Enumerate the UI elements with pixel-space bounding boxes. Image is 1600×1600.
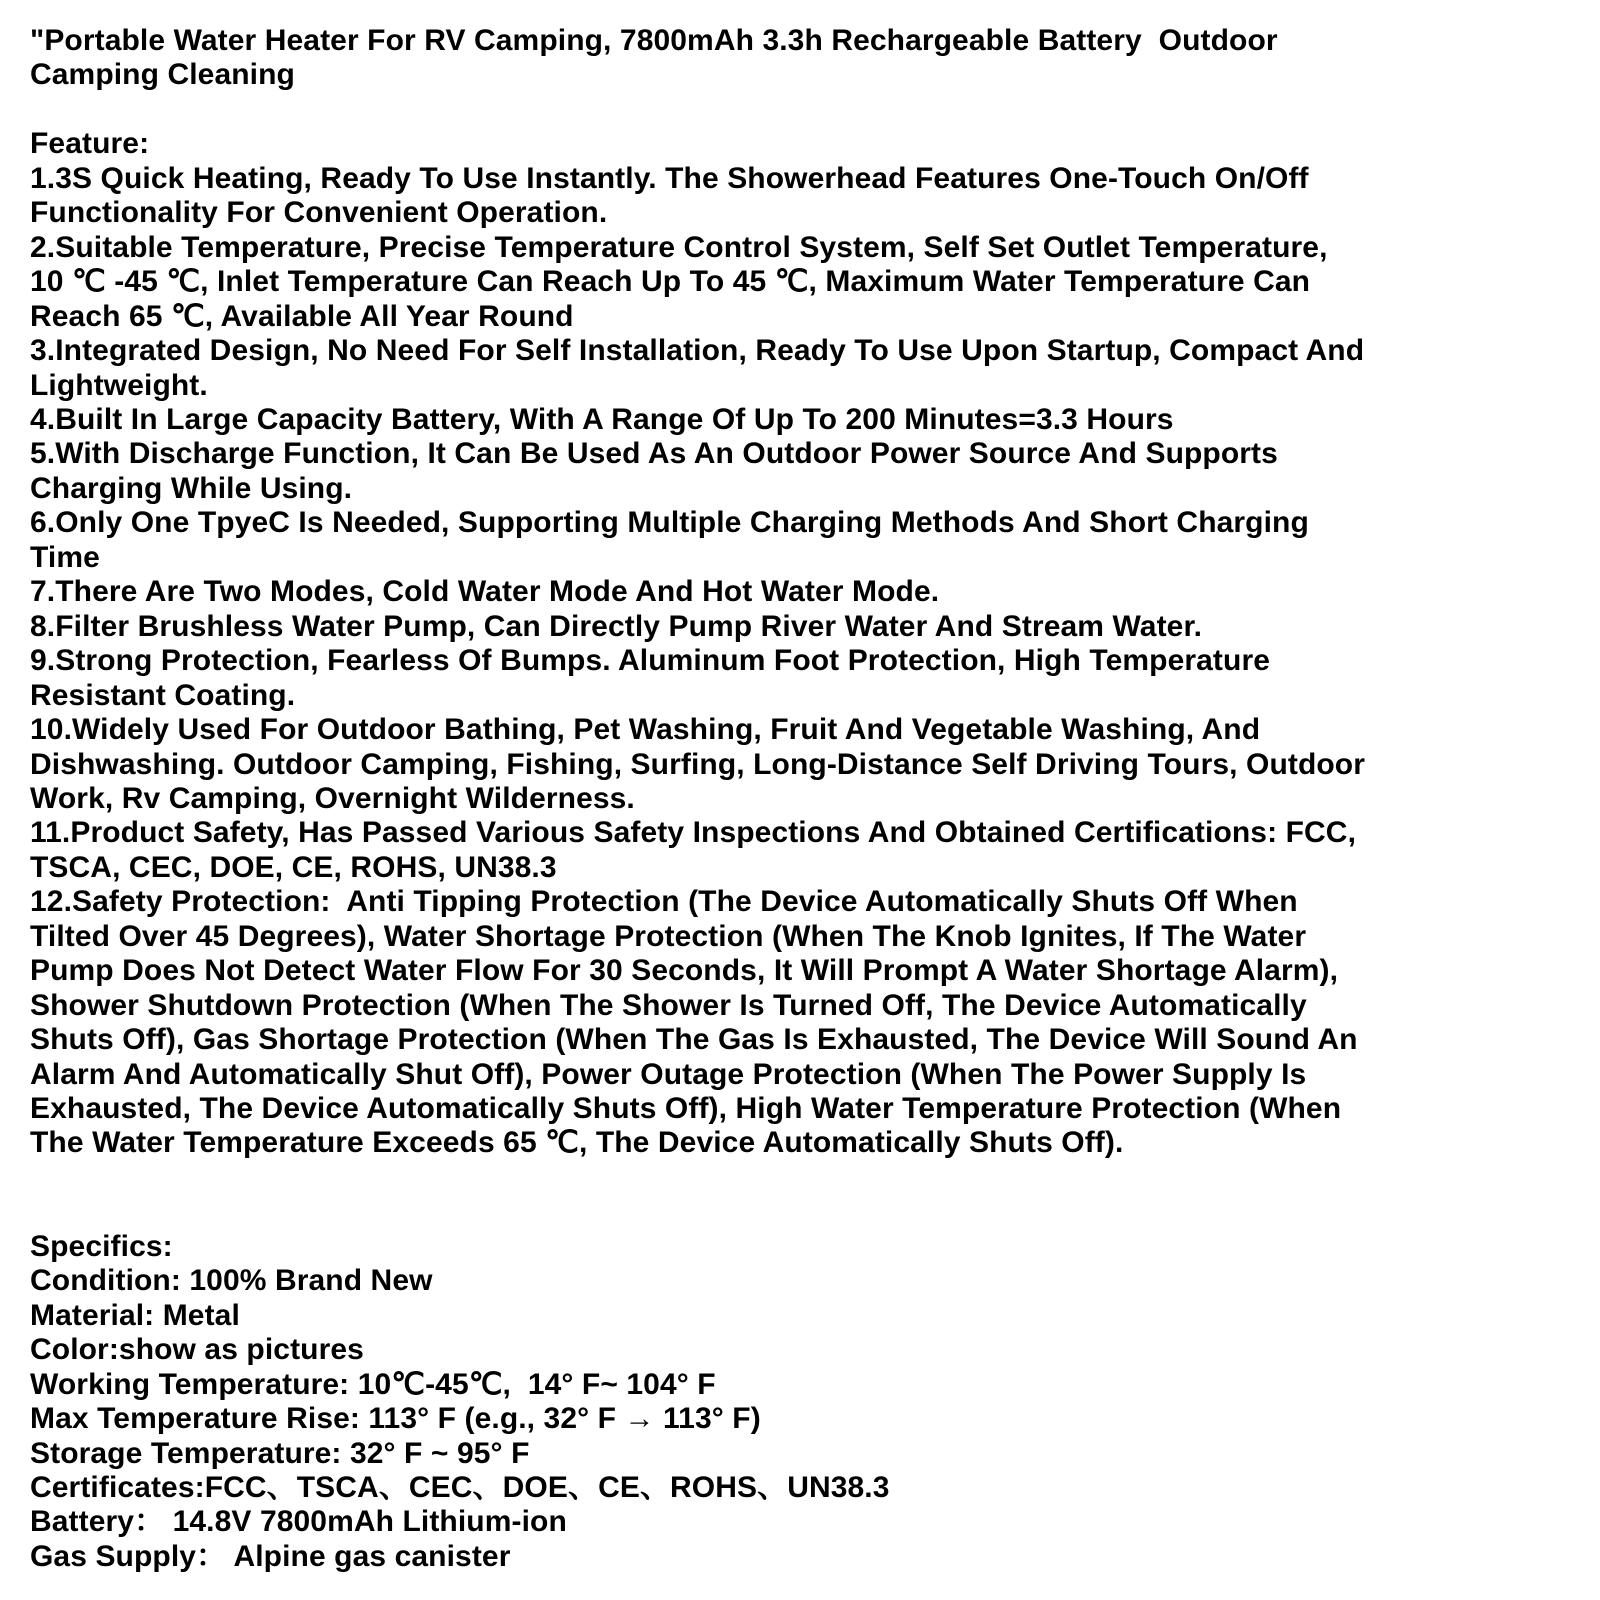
text-line: Tilted Over 45 Degrees), Water Shortage Protection (When The Knob Ignites, If The Water [30,919,1307,953]
text-line: Max Temperature Rise: 113° F (e.g., 32° F → 113° F) [30,1402,761,1436]
text-line: 4.Built In Large Capacity Battery, With A Range Of Up To 200 Minutes=3.3 Hours [30,402,1174,436]
text-line: Exhausted, The Device Automatically Shuts Off), High Water Temperature Protection (When [30,1092,1342,1126]
text-line: Storage Temperature: 32° F ~ 95° F [30,1436,530,1470]
text-line: Specifics: [30,1229,173,1263]
text-line: Condition: 100% Brand New [30,1264,433,1298]
text-line: 10.Widely Used For Outdoor Bathing, Pet Washing, Fruit And Vegetable Washing, And [30,713,1261,747]
text-line: Lightweight. [30,368,208,402]
text-line: Reach 65 ℃, Available All Year Round [30,299,574,333]
text-line: Battery： 14.8V 7800mAh Lithium-ion [30,1505,567,1539]
text-line: Certificates:FCC、TSCA、CEC、DOE、CE、ROHS、UN38.3 [30,1470,890,1504]
text-line: Functionality For Convenient Operation. [30,196,608,230]
text-line: Feature: [30,127,150,161]
text-line: 3.Integrated Design, No Need For Self Installation, Ready To Use Upon Startup, Compact And [30,334,1365,368]
text-line: 12.Safety Protection: Anti Tipping Protection (The Device Automatically Shuts Off When [30,885,1298,919]
text-line: "Portable Water Heater For RV Camping, 7800mAh 3.3h Rechargeable Battery Outdoor [30,24,1278,57]
text-line: 9.Strong Protection, Fearless Of Bumps. Aluminum Foot Protection, High Temperature [30,644,1271,678]
text-line: 10 ℃ -45 ℃, Inlet Temperature Can Reach Up To 45 ℃, Maximum Water Temperature Can [30,265,1311,299]
text-line: Pump Does Not Detect Water Flow For 30 Seconds, It Will Prompt A Water Shortage Alarm), [30,954,1339,988]
text-line: Color:show as pictures [30,1333,364,1367]
text-line: Material: Metal [30,1298,240,1332]
text-line: 5.With Discharge Function, It Can Be Used As An Outdoor Power Source And Supports [30,437,1278,471]
text-line: 8.Filter Brushless Water Pump, Can Directly Pump River Water And Stream Water. [30,609,1202,643]
text-line: Shuts Off), Gas Shortage Protection (When The Gas Is Exhausted, The Device Will Sound An [30,1023,1358,1057]
text-line: Working Temperature: 10℃-45℃, 14° F~ 104° F [30,1367,716,1401]
text-line: Camping Cleaning [30,58,295,92]
text-line: 2.Suitable Temperature, Precise Temperature Control System, Self Set Outlet Temperature, [30,230,1328,264]
text-line: Shower Shutdown Protection (When The Shower Is Turned Off, The Device Automatically [30,988,1307,1022]
text-line: Gas Supply： Alpine gas canister [30,1539,511,1573]
text-line: Charging While Using. [30,471,353,505]
text-line: Dishwashing. Outdoor Camping, Fishing, Surfing, Long-Distance Self Driving Tours, Outdoor [30,747,1366,781]
text-line: TSCA, CEC, DOE, CE, ROHS, UN38.3 [30,850,557,884]
text-line [30,93,1530,127]
text-line: 11.Product Safety, Has Passed Various Safety Inspections And Obtained Certifications: FCC, [30,816,1357,850]
text-line [30,1195,1530,1229]
text-line: Work, Rv Camping, Overnight Wilderness. [30,781,635,815]
text-line: 6.Only One TpyeC Is Needed, Supporting Multiple Charging Methods And Short Charging [30,506,1309,540]
text-line: Resistant Coating. [30,678,296,712]
text-line: The Water Temperature Exceeds 65 ℃, The Device Automatically Shuts Off). [30,1126,1124,1160]
text-line [30,1161,1530,1195]
text-line: Alarm And Automatically Shut Off), Power Outage Protection (When The Power Supply Is [30,1057,1307,1091]
text-line: 7.There Are Two Modes, Cold Water Mode And Hot Water Mode. [30,575,940,609]
text-line: Time [30,540,100,574]
text-line: 1.3S Quick Heating, Ready To Use Instantly. The Showerhead Features One-Touch On/Off [30,161,1309,195]
